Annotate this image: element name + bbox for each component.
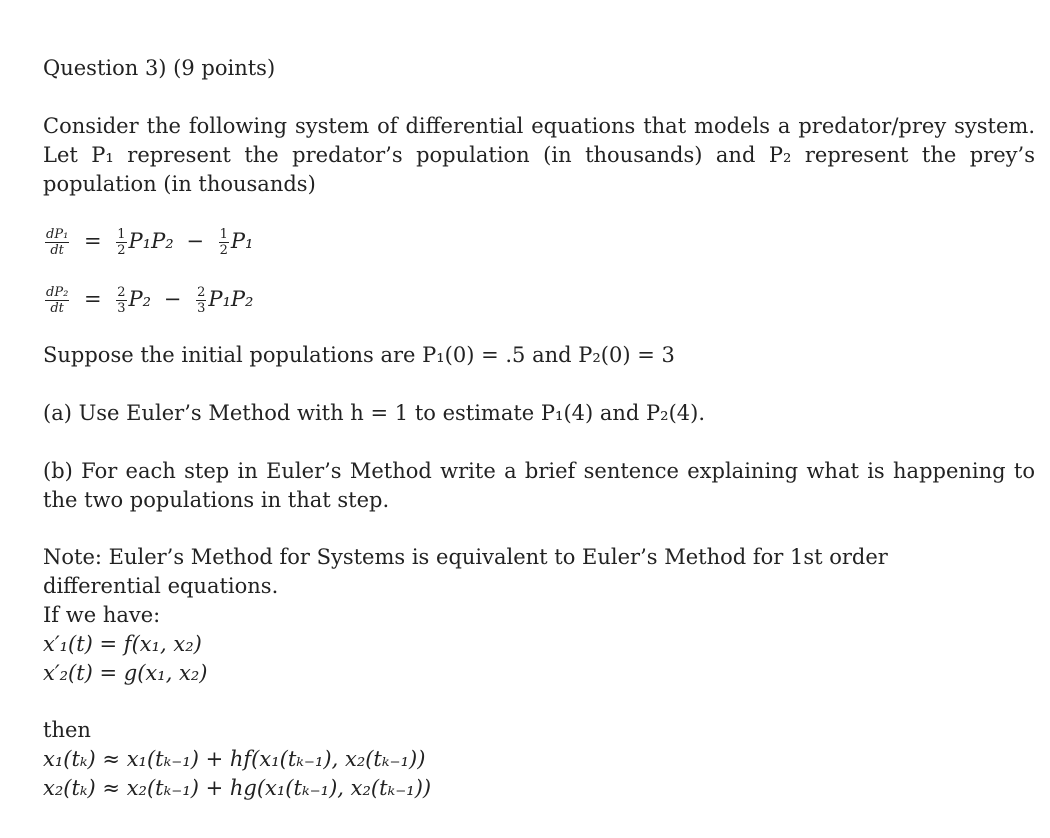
eq2-lhs-numerator: dP₂ bbox=[46, 285, 69, 300]
eq1-lhs-numerator: dP₁ bbox=[46, 227, 69, 242]
eq1-term-2: P₁ bbox=[230, 229, 254, 253]
eq2-derivative bbox=[45, 286, 69, 315]
eq2-coef-2 bbox=[196, 286, 206, 315]
eq2-term-2: P₁P₂ bbox=[208, 287, 254, 311]
eq1-coef-1 bbox=[116, 228, 126, 257]
initial-conditions: Suppose the initial populations are P₁(0) = .5 and P₂(0) = 3 bbox=[43, 343, 675, 367]
eq1-coef-2 bbox=[219, 228, 229, 257]
eq2-coef-1-num: 2 bbox=[117, 285, 126, 300]
note-if-we-have: If we have: bbox=[43, 603, 161, 627]
note-ode-2: x′₂(t) = g(x₁, x₂) bbox=[43, 661, 208, 685]
question-title: Question 3) (9 points) bbox=[43, 56, 276, 80]
part-b: (b) For each step in Euler’s Method write a brief sentence explaining what is happening to the two populations in that step. bbox=[43, 459, 1035, 512]
intro-paragraph: Consider the following system of differential equations that models a predator/prey system. Let P₁ represent the predator’s population (in thousands) and P₂ represent the prey’s population (in thousands) bbox=[43, 114, 1035, 196]
eq2-lhs-denominator: dt bbox=[50, 301, 64, 316]
equation-2 bbox=[43, 285, 253, 315]
eq1-lhs-denominator: dt bbox=[50, 243, 64, 258]
eq2-coef-2-num: 2 bbox=[197, 285, 206, 300]
eq1-term-1: P₁P₂ bbox=[128, 229, 174, 253]
then-label: then bbox=[43, 718, 91, 742]
eq1-derivative bbox=[45, 228, 69, 257]
eq2-coef-1-den: 3 bbox=[117, 301, 126, 316]
equation-1 bbox=[43, 227, 253, 257]
question-page bbox=[43, 0, 1035, 838]
euler-update-2: x₂(tₖ) ≈ x₂(tₖ₋₁) + hg(x₁(tₖ₋₁), x₂(tₖ₋₁)) bbox=[43, 776, 432, 800]
eq1-coef-1-den: 2 bbox=[117, 243, 126, 258]
eq1-sign: − bbox=[186, 229, 204, 253]
eq2-coef-2-den: 3 bbox=[197, 301, 206, 316]
euler-update-1: x₁(tₖ) ≈ x₁(tₖ₋₁) + hf(x₁(tₖ₋₁), x₂(tₖ₋₁)) bbox=[43, 747, 426, 771]
eq2-term-1: P₂ bbox=[128, 287, 152, 311]
note-text: Note: Euler’s Method for Systems is equivalent to Euler’s Method for 1st order differential equations. bbox=[43, 545, 888, 598]
eq2-equals: = bbox=[83, 287, 102, 311]
eq1-coef-2-den: 2 bbox=[219, 243, 228, 258]
eq1-equals: = bbox=[83, 229, 102, 253]
eq2-coef-1 bbox=[116, 286, 126, 315]
note-ode-1: x′₁(t) = f(x₁, x₂) bbox=[43, 632, 202, 656]
eq2-sign: − bbox=[163, 287, 182, 311]
eq1-coef-1-num: 1 bbox=[117, 227, 126, 242]
then-block bbox=[43, 716, 431, 803]
eq1-coef-2-num: 1 bbox=[219, 227, 228, 242]
part-a: (a) Use Euler’s Method with h = 1 to estimate P₁(4) and P₂(4). bbox=[43, 401, 706, 425]
note-block bbox=[43, 543, 1003, 688]
